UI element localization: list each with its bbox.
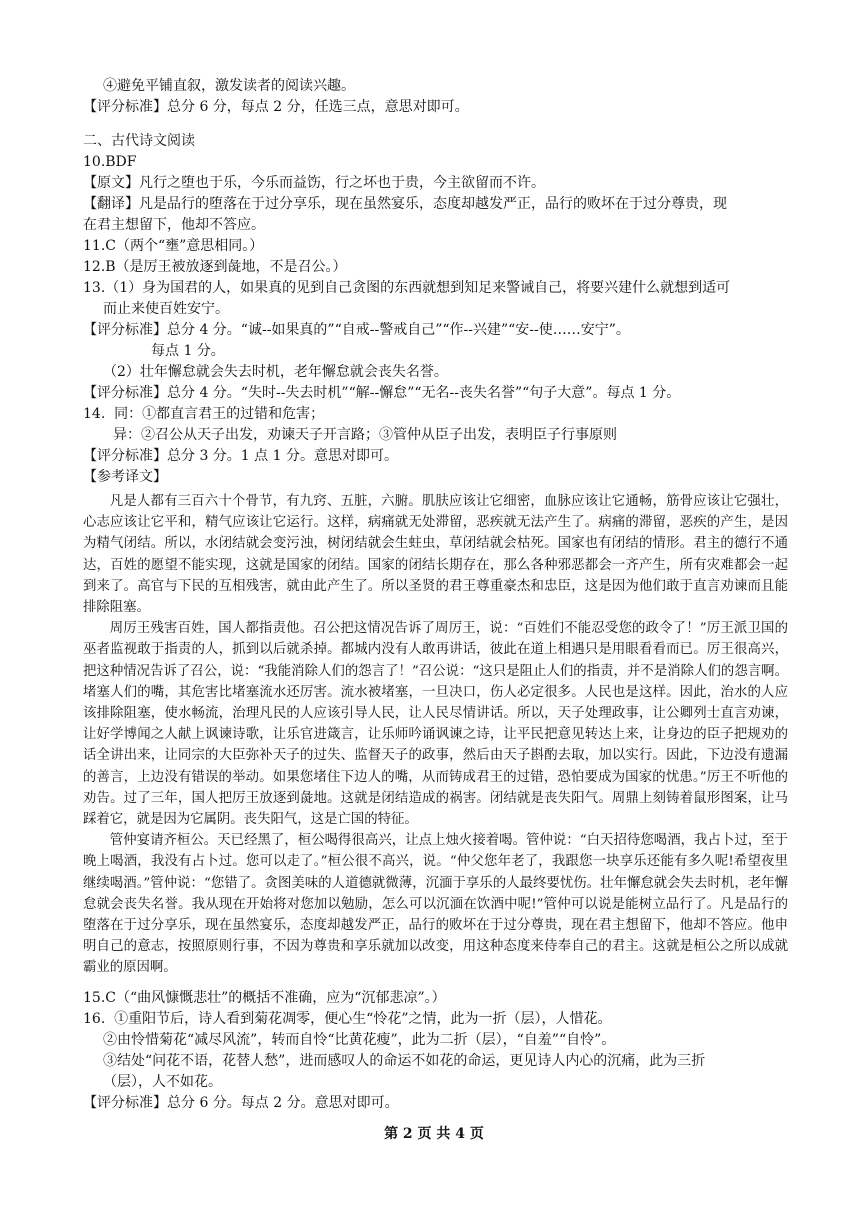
answer-16b: ②由怜惜菊花“减尽风流”，转而自怜“比黄花瘦”，此为二折（层），“自羞”“自怜”。: [103, 1032, 616, 1048]
scoring-standard: 【评分标准】总分 6 分，每点 2 分，任选三点，意思对即可。: [83, 99, 469, 115]
answer-16c: ③结处“问花不语，花替人愁”，进而感叹人的命运不如花的命运，更见诗人内心的沉痛，此为三折: [103, 1053, 706, 1069]
answer-12: 12.B（是厉王被放逐到彘地，不是召公。）: [83, 259, 347, 275]
translation-paragraph-3: 管仲宴请齐桓公。天已经黑了，桓公喝得很高兴，让点上烛火接着喝。管仲说：“白天招待您喝酒，我占卜过，至于晚上喝酒，我没有占卜过。您可以走了。”桓公很不高兴，说。“仲父您年老了，我跟您一块享乐还能有多久呢!希望夜里继续喝酒。”管仲说：“您错了。贪图美味的人道德就微薄，沉湎于享乐的人最终要忧伤。壮年懈怠就会失去时机，老年懈怠就会丧失名誉。我从现在开始将对您加以勉励，怎么可以沉湎在饮酒中呢!”管仲可以说是能树立品行了。凡是品行的堕落在于过分享乐，现在虽然宴乐，态度却越发严正，品行的败坏在于过分尊贵，现在君主想留下，他却不答应。他申明自己的意志，按照原则行事，不因为尊贵和享乐就加以改变，用这种态度来侍奉自己的君主。这就是桓公之所以成就霸业的原因啊。: [83, 833, 788, 976]
answer-13-1b: 而止来使百姓安宁。: [103, 301, 229, 317]
original-text: 【原文】凡行之堕也于乐，今乐而益饬，行之坏也于贵，今主欲留而不许。: [83, 175, 545, 191]
reference-translation-heading: 【参考译文】: [83, 469, 167, 485]
answer-11: 11.C（两个“壅”意思相同。）: [83, 238, 264, 254]
translation-line-2: 在君主想留下，他却不答应。: [83, 217, 265, 233]
scoring-16: 【评分标准】总分 6 分。每点 2 分。意思对即可。: [83, 1095, 399, 1111]
scoring-13-1a: 【评分标准】总分 4 分。“诚--如果真的”“自戒--警戒自己”“作--兴建”“安--使……安宁”。: [83, 322, 630, 338]
translation-line-1: 【翻译】凡是品行的堕落在于过分享乐，现在虽然宴乐，态度却越发严正，品行的败坏在于过分尊贵，现: [83, 196, 727, 212]
top-answers: [83, 76, 788, 118]
translation-paragraph-2: 周厉王残害百姓，国人都指责他。召公把这情况告诉了周厉王，说：“百姓们不能忍受您的政令了！”厉王派卫国的巫者监视敢于指责的人，抓到以后就杀掉。都城内没有人敢再讲话，彼此在道上相遇只是用眼看看而已。厉王很高兴，把这种情况告诉了召公，说：“我能消除人们的怨言了！”召公说：“这只是阻止人们的指责，并不是消除人们的怨言啊。堵塞人们的嘴，其危害比堵塞流水还厉害。流水被堵塞，一旦决口，伤人必定很多。人民也是这样。因此，治水的人应该排除阻塞，使水畅流，治理凡民的人应该引导人民，让人民尽情讲话。所以，天子处理政事，让公卿列士直言劝谏，让好学博闻之人献上讽谏诗歌，让乐官进箴言，让乐师吟诵讽谏之诗，让平民把意见转达上来，让身边的臣子把规劝的话全讲出来，让同宗的大臣弥补天子的过失、监督天子的政事，然后由天子斟酌去取，加以实行。因此，下边没有遗漏的善言，上边没有错误的举动。如果您堵住下边人的嘴，从而铸成君王的过错，恐怕要成为国家的忧患。”厉王不听他的劝告。过了三年，国人把厉王放逐到彘地。这就是闭结造成的祸害。闭结就是丧失阳气。周鼎上刻铸着鼠形图案，让马踩着它，就是因为它属阴。丧失阳气，这是亡国的特征。: [83, 621, 788, 828]
scoring-13-2: 【评分标准】总分 4 分。“失时--失去时机”“解--懈怠”“无名--丧失名誉”“句子大意”。每点 1 分。: [83, 385, 681, 401]
answer-13-2: （2）壮年懈怠就会失去时机，老年懈怠就会丧失名誉。: [103, 364, 448, 380]
answer-14a: 14. 同：①都直言君王的过错和危害；: [83, 406, 325, 422]
point-4: ④避免平铺直叙，激发读者的阅读兴趣。: [103, 78, 355, 94]
answer-13-1a: 13.（1）身为国君的人，如果真的见到自己贪图的东西就想到知足来警诫自己，将要兴建什么就想到适可: [83, 280, 731, 296]
reference-translation: [83, 491, 788, 979]
answer-10: 10.BDF: [83, 154, 137, 170]
translation-paragraph-1: 凡是人都有三百六十个骨节，有九窍、五脏，六腑。肌肤应该让它细密，血脉应该让它通畅，筋骨应该让它强壮，心志应该让它平和，精气应该让它运行。这样，病痛就无处滞留，恶疾就无法产生了。病痛的滞留，恶疾的产生，是因为精气闭结。所以，水闭结就会变污浊，树闭结就会生蛀虫，草闭结就会枯死。国家也有闭结的情形。君主的德行不通达，百姓的愿望不能实现，这就是国家的闭结。国家的闭结长期存在，那么各种邪恶都会一齐产生，所有灾难都会一起到来了。高官与下民的互相残害，就由此产生了。所以圣贤的君王尊重豪杰和忠臣，这是因为他们敢于直言劝谏而且能排除阻塞。: [83, 494, 788, 616]
page-number: 第 2 页 共 4 页: [384, 1126, 484, 1142]
scoring-13-1b: 每点 1 分。: [151, 343, 225, 359]
section-heading: 二、古代诗文阅读: [83, 133, 195, 149]
tail-answers: [83, 988, 788, 1114]
section-classical-reading: [83, 131, 788, 488]
answer-15: 15.C（“曲风慷慨悲壮”的概括不准确，应为“沉郁悲凉”。）: [83, 990, 446, 1006]
scoring-14: 【评分标准】总分 3 分。1 点 1 分。意思对即可。: [83, 448, 398, 464]
answer-16d: （层），人不如花。: [103, 1074, 222, 1090]
answer-14b: 异：②召公从天子出发，劝谏天子开言路；③管仲从臣子出发，表明臣子行事原则: [113, 427, 617, 443]
answer-16a: 16. ①重阳节后，诗人看到菊花凋零，便心生“怜花”之情，此为一折（层），人惜花。: [83, 1011, 612, 1027]
